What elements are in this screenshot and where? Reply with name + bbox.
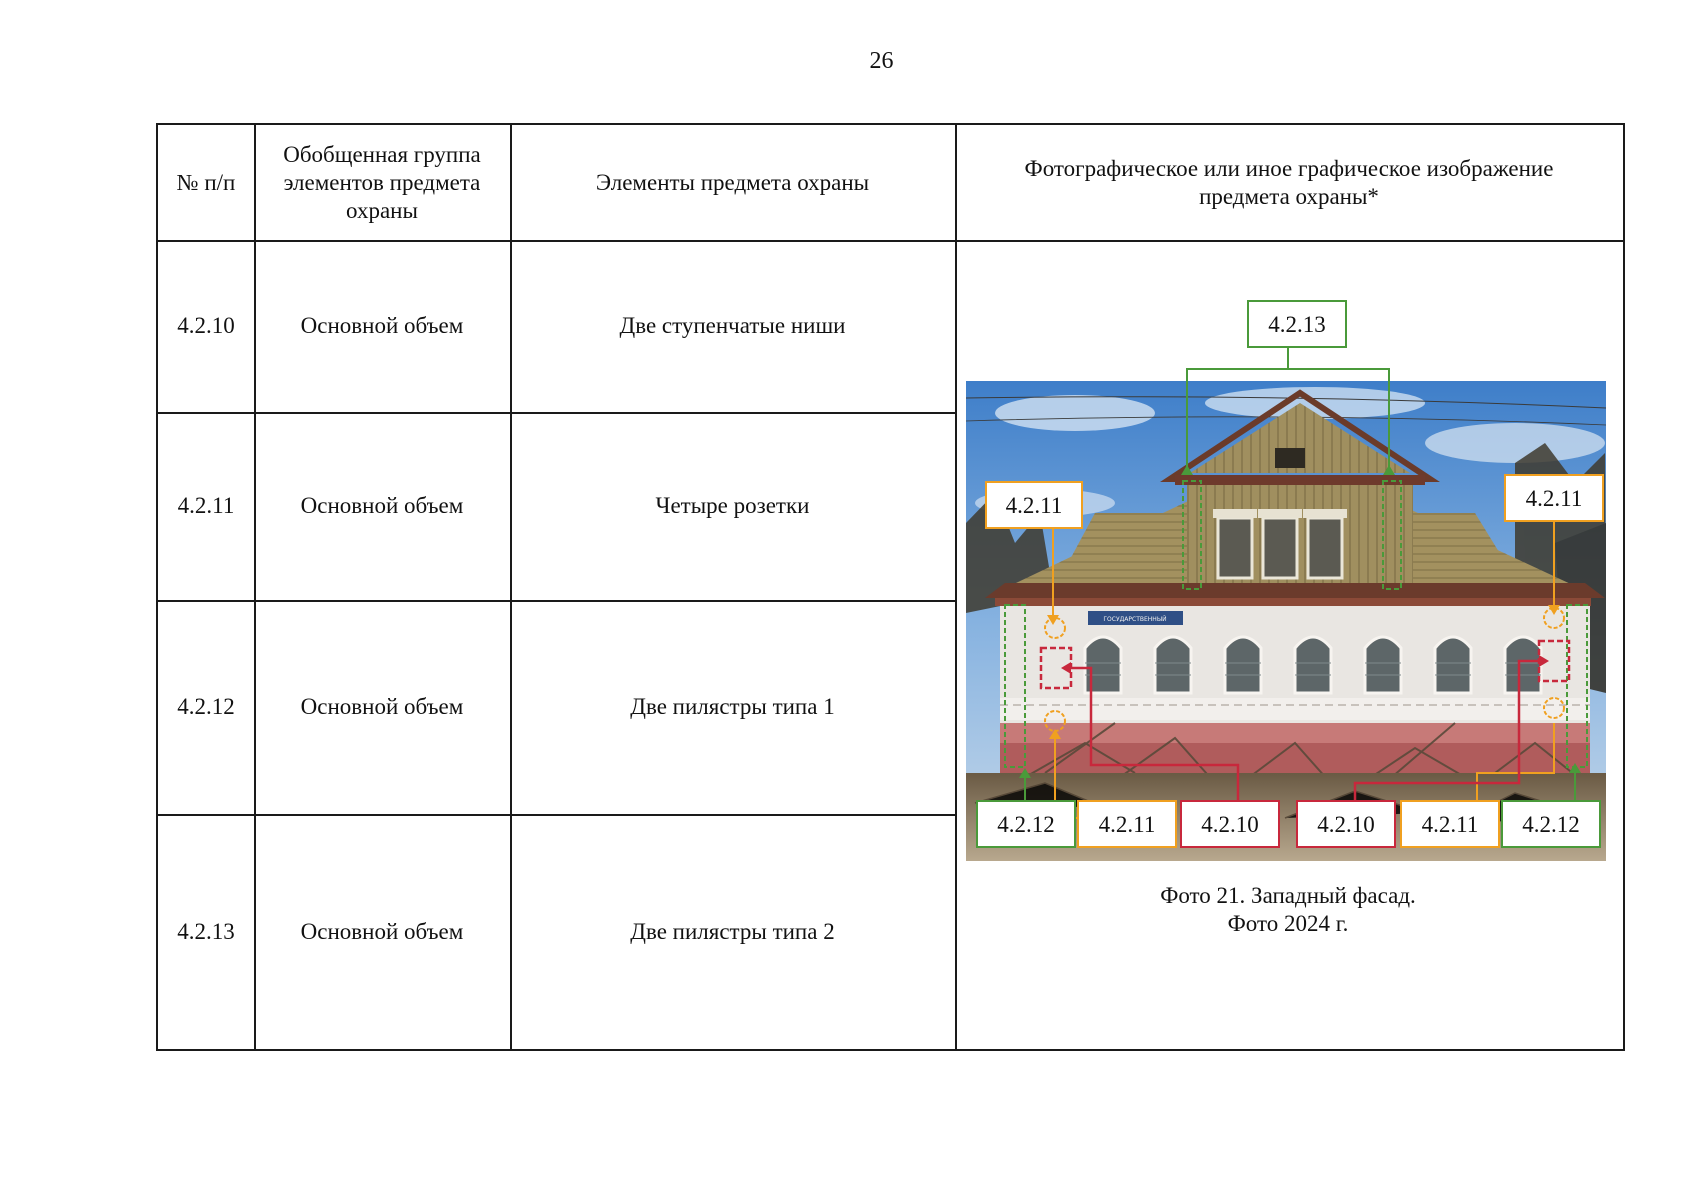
header-number: № п/п bbox=[176, 169, 236, 195]
header-group: Обобщенная группа элементов предмета охраны bbox=[283, 141, 481, 223]
label-top bbox=[1248, 301, 1346, 347]
svg-text:4.2.10: 4.2.10 bbox=[1201, 812, 1259, 837]
row-element: Две пилястры типа 2 bbox=[630, 918, 835, 944]
row-group: Основной объем bbox=[300, 918, 464, 944]
label-bottom bbox=[1181, 801, 1279, 847]
row-group: Основной объем bbox=[300, 493, 464, 518]
svg-text:4.2.12: 4.2.12 bbox=[997, 812, 1055, 837]
row-element: Две пилястры типа 1 bbox=[630, 694, 835, 719]
label-right bbox=[1505, 475, 1603, 521]
label-bottom bbox=[977, 801, 1075, 847]
photo-caption bbox=[955, 882, 1621, 938]
page-number: 26 bbox=[869, 48, 894, 74]
svg-text:4.2.11: 4.2.11 bbox=[1525, 486, 1583, 511]
label-left bbox=[986, 482, 1082, 528]
row-group: Основной объем bbox=[300, 313, 464, 338]
photo-caption-line1: Фото 21. Западный фасад. bbox=[1160, 883, 1416, 908]
row-number: 4.2.10 bbox=[177, 313, 235, 338]
row-number: 4.2.12 bbox=[177, 694, 235, 719]
row-number: 4.2.11 bbox=[177, 493, 235, 518]
photo-caption-line2: Фото 2024 г. bbox=[1227, 911, 1349, 936]
header-elements: Элементы предмета охраны bbox=[595, 169, 870, 195]
svg-text:4.2.12: 4.2.12 bbox=[1522, 812, 1580, 837]
svg-text:4.2.11: 4.2.11 bbox=[1005, 493, 1063, 518]
row-element: Две ступенчатые ниши bbox=[619, 313, 846, 338]
svg-text:4.2.11: 4.2.11 bbox=[1098, 812, 1156, 837]
label-bottom bbox=[1078, 801, 1176, 847]
svg-text:4.2.13: 4.2.13 bbox=[1268, 312, 1326, 337]
header-image: Фотографическое или иное графическое изображение предмета охраны* bbox=[1024, 155, 1554, 209]
row-group: Основной объем bbox=[300, 694, 464, 719]
svg-text:4.2.10: 4.2.10 bbox=[1317, 812, 1375, 837]
label-bottom bbox=[1297, 801, 1395, 847]
mezzanine-windows bbox=[1213, 509, 1347, 578]
row-number: 4.2.13 bbox=[177, 918, 235, 944]
svg-text:4.2.11: 4.2.11 bbox=[1421, 812, 1479, 837]
label-bottom bbox=[1401, 801, 1499, 847]
facade-photo bbox=[955, 243, 1621, 883]
label-bottom bbox=[1502, 801, 1600, 847]
row-element: Четыре розетки bbox=[655, 493, 810, 518]
building-sign-text: ГОСУДАРСТВЕННЫЙ bbox=[1103, 616, 1167, 623]
